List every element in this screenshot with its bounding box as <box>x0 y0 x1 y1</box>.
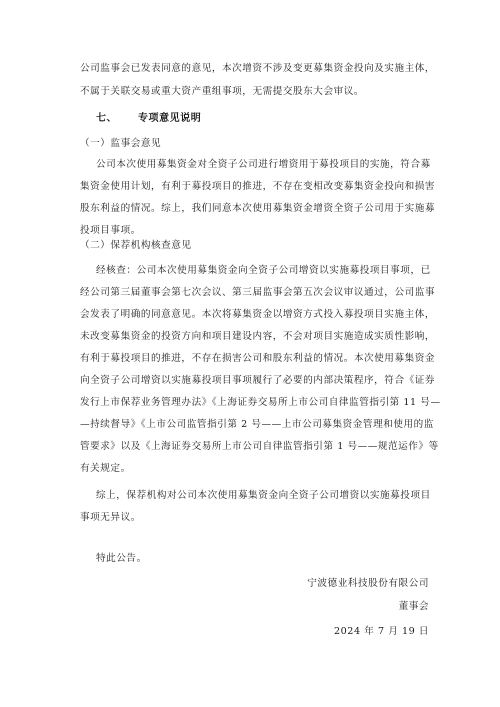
sponsor-opinion-line: 未改变募集资金的投资方向和项目建设内容，不会对项目实施造成实质性影响， <box>80 331 436 342</box>
sponsor-opinion-line: —持续督导》《上市公司监管指引第 2 号——上市公司募集资金管理和使用的监 <box>80 419 434 430</box>
sponsor-opinion-line: 有利于募投项目的推进，不存在损害公司和股东利益的情况。本次使用募集资金 <box>80 353 436 364</box>
sponsor-opinion-line: 管要求》以及《上海证券交易所上市公司自律监管指引第 1 号——规范运作》等 <box>80 441 439 452</box>
announcement-date: 2024 年 7 月 19 日 <box>333 626 429 637</box>
company-name: 宁波德业科技股份有限公司 <box>307 578 429 589</box>
intro-line-1: 公司监事会已发表同意的意见，本次增资不涉及变更募集资金投向及实施主体， <box>80 63 436 74</box>
subsection-heading-supervisory: （一）监事会意见 <box>80 138 162 149</box>
sponsor-opinion-line: 有关规定。 <box>80 463 131 474</box>
sponsor-opinion-line: 会发表了明确的同意意见。本次将募集资金以增资方式投入募投项目实施主体， <box>80 309 436 320</box>
supervisory-opinion-line: 公司本次使用募集资金对全资子公司进行增资用于募投项目的实施，符合募 <box>96 159 431 170</box>
supervisory-opinion-line: 股东利益的情况。综上，我们同意本次使用募集资金增资全资子公司用于实施募 <box>80 203 436 214</box>
board-of-directors: 董事会 <box>398 601 429 612</box>
supervisory-opinion-line: 投项目事项。 <box>80 225 141 236</box>
section-title: 专项意见说明 <box>138 113 202 124</box>
intro-line-2: 不属于关联交易或重大资产重组事项，无需提交股东大会审议。 <box>80 86 365 97</box>
conclusion-line: 事项无异议。 <box>80 512 141 523</box>
conclusion-line: 综上，保荐机构对公司本次使用募集资金向全资子公司增资以实施募投项目 <box>96 490 431 501</box>
sponsor-opinion-line: 向全资子公司增资以实施募投项目事项履行了必要的内部决策程序，符合《证券 <box>80 375 436 386</box>
subsection-heading-sponsor: （二）保荐机构核查意见 <box>80 240 192 251</box>
sponsor-opinion-line: 经核查：公司本次使用募集资金向全资子公司增资以实施募投项目事项，已 <box>96 265 431 276</box>
section-number: 七、 <box>96 113 118 124</box>
sponsor-opinion-line: 经公司第三届董事会第七次会议、第三届监事会第五次会议审议通过，公司监事 <box>80 287 436 298</box>
sponsor-opinion-line: 发行上市保荐业务管理办法》《上海证券交易所上市公司自律监管指引第 11 号— <box>80 397 441 408</box>
supervisory-opinion-line: 集资金使用计划，有利于募投项目的推进，不存在变相改变募集资金投向和损害 <box>80 181 436 192</box>
announcement-notice: 特此公告。 <box>96 553 147 564</box>
